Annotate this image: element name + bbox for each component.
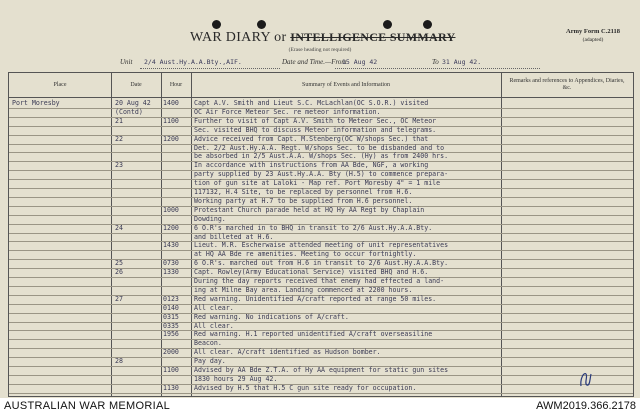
entry-text: Red warning. Unidentified A/craft reported at range 50 miles. bbox=[194, 294, 437, 303]
entry-date: 22 bbox=[115, 134, 123, 143]
date-label: Date and Time.—From bbox=[282, 58, 347, 66]
entry-hour: 0315 bbox=[163, 312, 179, 321]
entry-text: Advice received from Capt. M.Stenberg(OC W/shops Sec.) that bbox=[194, 134, 429, 143]
date-underline bbox=[335, 68, 540, 69]
entry-hour: 0140 bbox=[163, 303, 179, 312]
entry-text: be absorbed in 2/5 Aust.A.A. W/shops Sec. (Hy) as from 2400 hrs. bbox=[194, 152, 449, 161]
col-header-date: Date bbox=[130, 81, 142, 88]
entry-hour: 1430 bbox=[163, 241, 179, 250]
row-rule bbox=[9, 215, 633, 216]
entry-hour: 1400 bbox=[163, 99, 179, 107]
entry-text: Red warning. H.1 reported unidentified A/craft overseasiline bbox=[194, 330, 433, 339]
to-value: 31 Aug 42. bbox=[442, 58, 482, 66]
entry-date: 20 Aug 42 bbox=[115, 99, 151, 107]
entry-text: Advised by H.5 that H.5 C gun site ready for occupation. bbox=[194, 383, 417, 392]
entry-text: 1830 hours 29 Aug 42. bbox=[194, 374, 278, 383]
unit-value: 2/4 Aust.Hy.A.A.Bty.,AIF. bbox=[144, 58, 242, 66]
row-rule bbox=[9, 304, 633, 305]
punch-hole bbox=[423, 20, 432, 29]
row-rule bbox=[9, 233, 633, 234]
entry-text: In accordance with instructions from AA Bde, NGF, a working bbox=[194, 161, 429, 170]
from-value: 15 Aug 42 bbox=[342, 58, 378, 66]
entry-text: Det. 2/2 Aust.Hy.A.A. Regt. W/shops Sec. to be disbanded and to bbox=[194, 143, 445, 152]
diary-table bbox=[8, 72, 634, 397]
entry-date: 28 bbox=[115, 357, 123, 366]
entry-hour: 1100 bbox=[163, 366, 179, 374]
entry-text: ing at Milne Bay area. Landing commenced at 2200 hours. bbox=[194, 285, 413, 294]
to-label: To bbox=[432, 58, 439, 66]
entry-hour: 1200 bbox=[163, 134, 179, 143]
entry-date: 24 bbox=[115, 223, 123, 232]
army-form-label bbox=[548, 28, 638, 44]
row-rule bbox=[9, 375, 633, 376]
entry-text: Pay day. bbox=[194, 357, 226, 366]
header-divider bbox=[9, 97, 633, 98]
entry-text: 6 O.R's. marched out from H.6 in transit to 2/6 Aust.Hy.A.A.Bty. bbox=[194, 259, 449, 268]
punch-hole bbox=[257, 20, 266, 29]
punch-hole bbox=[212, 20, 221, 29]
entry-text: at HQ AA Bde re amenities. Meeting to occur fortnightly. bbox=[194, 250, 417, 259]
form-title bbox=[190, 30, 456, 46]
footer-institution: AUSTRALIAN WAR MEMORIAL bbox=[4, 400, 171, 412]
entry-text: Beacon. bbox=[194, 339, 222, 348]
col-header-place: Place bbox=[53, 81, 67, 88]
row-rule bbox=[9, 357, 633, 358]
form-title-prefix: WAR DIARY or bbox=[190, 30, 287, 45]
entry-text: OC Air Force Meteor Sec. re meteor information. bbox=[194, 107, 381, 116]
entry-date: (Contd) bbox=[115, 107, 143, 116]
form-title-struck: INTELLIGENCE SUMMARY bbox=[290, 30, 456, 44]
row-rule bbox=[9, 322, 633, 323]
entry-hour: 0335 bbox=[163, 321, 179, 330]
entry-text: Capt A.V. Smith and Lieut S.C. McLachlan(OC S.O.R.) visited bbox=[194, 99, 429, 107]
unit-label: Unit bbox=[120, 58, 133, 66]
army-form-sub: (adapted) bbox=[582, 37, 604, 43]
entry-date: 27 bbox=[115, 294, 123, 303]
archive-footer bbox=[0, 398, 640, 415]
entry-text: All clear. bbox=[194, 321, 234, 330]
entry-date: 26 bbox=[115, 268, 123, 277]
entry-date: 25 bbox=[115, 259, 123, 268]
signature-mark bbox=[578, 368, 594, 390]
entry-place: Port Moresby bbox=[12, 99, 60, 107]
entry-text: and billeted at H.6. bbox=[194, 232, 274, 241]
entry-text: 117132, H.4 Site, to be replaced by personnel from H.6. bbox=[194, 188, 413, 196]
entry-hour: 1956 bbox=[163, 330, 179, 339]
entry-text: Lieut. M.R. Escherwaise attended meeting of unit representatives bbox=[194, 241, 449, 250]
col-header-remarks: Remarks and references to Appendices, Diaries, &c. bbox=[509, 78, 625, 91]
entry-text: Advised by AA Bde Z.T.A. of Hy AA equipment for static gun sites bbox=[194, 366, 449, 374]
army-form-number: Army Form C.2118 bbox=[566, 28, 620, 35]
entry-hour: 1130 bbox=[163, 383, 179, 392]
entry-date: 23 bbox=[115, 161, 123, 170]
entry-hour: 1330 bbox=[163, 268, 179, 277]
entry-hour: 0730 bbox=[163, 259, 179, 268]
row-rule bbox=[9, 393, 633, 394]
erase-note: (Erase heading not required) bbox=[288, 47, 352, 53]
entry-text: Further to visit of Capt A.V. Smith to Meteor Sec., OC Meteor bbox=[194, 116, 437, 125]
entry-hour: 2000 bbox=[163, 348, 179, 357]
entry-text: tion of gun site at Laloki - Map ref. Port Moresby 4" = 1 mile bbox=[194, 179, 441, 188]
col-header-summary: Summary of Events and Information bbox=[302, 81, 390, 88]
entry-text: During the day reports received that enemy had effected a land- bbox=[194, 277, 445, 285]
col-header-hour: Hour bbox=[169, 81, 183, 88]
entry-text: Protestant Church parade held at HQ Hy AA Regt by Chaplain bbox=[194, 205, 425, 214]
entry-date: 21 bbox=[115, 116, 123, 125]
entry-text: Red warning. No indications of A/craft. bbox=[194, 312, 349, 321]
entry-text: Sec. visited BHQ to discuss Meteor information and telegrams. bbox=[194, 125, 437, 134]
row-rule bbox=[9, 339, 633, 340]
entry-hour: 1000 bbox=[163, 205, 179, 214]
entry-text: party supplied by 23 Aust.Hy.A.A. Bty (H.5) to commence prepara- bbox=[194, 170, 449, 179]
entry-hour: 1200 bbox=[163, 223, 179, 232]
entry-text: Working party at H.7 to be supplied from H.6 personnel. bbox=[194, 196, 413, 205]
unit-underline bbox=[140, 68, 280, 69]
entry-text: All clear. bbox=[194, 303, 234, 312]
entry-text: Dowding. bbox=[194, 214, 226, 223]
entry-text: All clear. A/craft identified as Hudson bomber. bbox=[194, 348, 381, 357]
punch-hole bbox=[383, 20, 392, 29]
entry-text: Capt. Rowley(Army Educational Service) visited BHQ and H.6. bbox=[194, 268, 429, 277]
entry-hour: 1100 bbox=[163, 116, 179, 125]
entry-text: 6 O.R's marched in to BHQ in transit to 2/6 Aust.Hy.A.A.Bty. bbox=[194, 223, 433, 232]
footer-accession: AWM2019.366.2178 bbox=[536, 400, 636, 412]
entry-hour: 0123 bbox=[163, 294, 179, 303]
